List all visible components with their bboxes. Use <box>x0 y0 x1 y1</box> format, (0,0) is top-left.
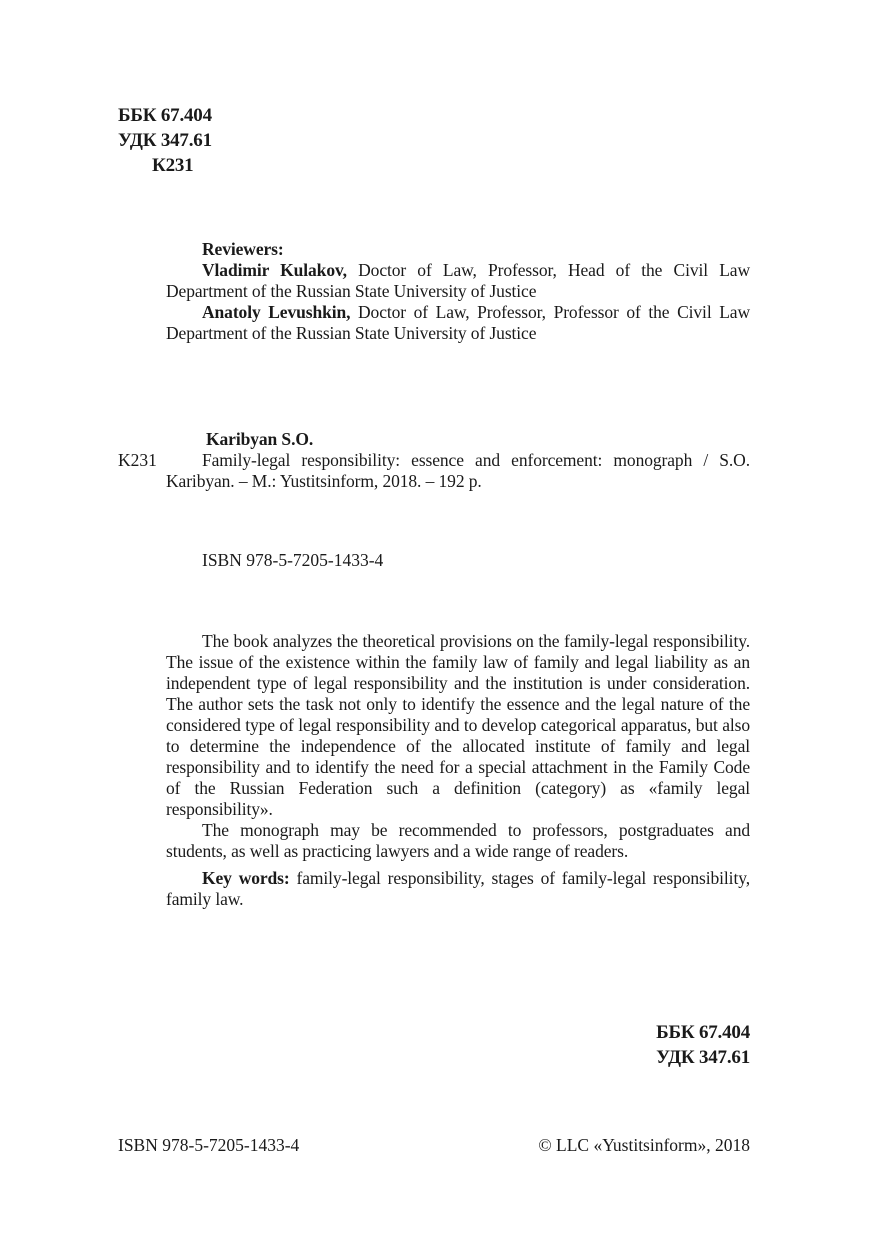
reviewer-2 <box>166 302 750 344</box>
reviewer-2-name: Anatoly Levushkin, <box>202 302 351 322</box>
reviewers-section <box>166 239 750 344</box>
bibliography-mark: K231 <box>118 450 157 470</box>
bibliography-isbn: ISBN 978-5-7205-1433-4 <box>202 550 384 570</box>
reviewer-1-description: Doctor of Law, Professor, Head of the Civil Law Department of the Russian State University of Justice <box>166 260 751 301</box>
classification-top <box>118 103 318 178</box>
bibliography-entry: Family-legal responsibility: essence and enforcement: monograph / S.O. Karibyan. – M.: Yustitsinform, 2018. – 192 p. <box>166 450 750 491</box>
reviewer-1-name: Vladimir Kulakov, <box>202 260 347 280</box>
bibliography-author: Karibyan S.O. <box>206 429 314 449</box>
keywords-label: Key words: <box>202 868 290 888</box>
footer-isbn: ISBN 978-5-7205-1433-4 <box>118 1135 300 1155</box>
author-mark: К231 <box>152 155 194 176</box>
udk-code: УДК 347.61 <box>118 130 212 151</box>
keywords-paragraph <box>166 868 750 910</box>
reviewers-heading: Reviewers: <box>202 239 284 259</box>
footer-copyright: © LLC «Yustitsinform», 2018 <box>538 1135 750 1155</box>
bbk-code-bottom: ББК 67.404 <box>656 1022 750 1043</box>
abstract-section <box>166 631 750 910</box>
reviewer-1 <box>166 260 750 302</box>
bbk-code: ББК 67.404 <box>118 105 212 126</box>
abstract-paragraph-2: The monograph may be recommended to professors, postgraduates and students, as well as practicing lawyers and a wide range of readers. <box>166 820 750 861</box>
classification-bottom <box>550 1020 750 1070</box>
keywords-text: family-legal responsibility, stages of family-legal responsibility, family law. <box>166 868 750 909</box>
abstract-paragraph-1: The book analyzes the theoretical provisions on the family-legal responsibility. The issue of the existence within the family law of family and legal liability as an independent type of legal responsibility and the institution is under consideration. The author sets the task not only to identify the essence and the legal nature of the considered type of legal responsibility and to develop categorical apparatus, but also to determine the independence of the allocated institute of family and legal responsibility and to identify the need for a special attachment in the Family Code of the Russian Federation such a definition (category) as «family legal responsibility». <box>166 631 750 819</box>
reviewer-2-description: Doctor of Law, Professor, Professor of the Civil Law Department of the Russian State University of Justice <box>166 302 750 343</box>
udk-code-bottom: УДК 347.61 <box>656 1047 750 1068</box>
